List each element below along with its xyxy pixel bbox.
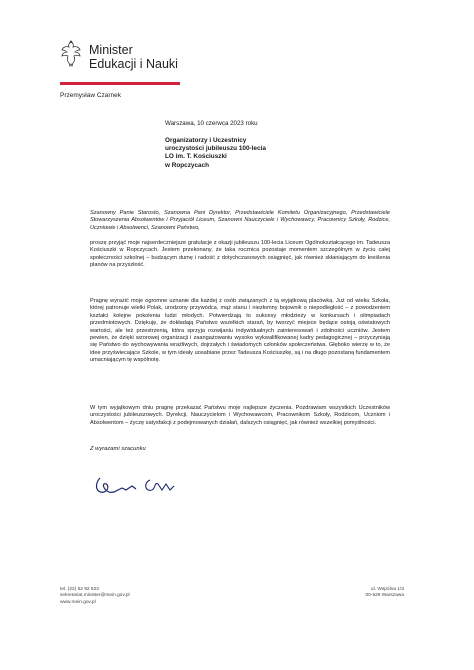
accent-bar	[60, 82, 180, 85]
ministry-line-1: Minister	[89, 43, 133, 57]
letter-date: Warszawa, 10 czerwca 2023 roku	[165, 120, 258, 127]
footer-contact	[60, 587, 130, 606]
addressee-line: LO im. T. Kościuszki	[165, 153, 227, 161]
paragraph-3: W tym wyjątkowym dniu pragnę przekazać Państwu moje najlepsze życzenia. Pozdrawiam wszystkich Uczestników uroczystości jubileuszowych. Dyrekcji, Nauczycielom i Wychowawcom, Pracownikom Szkoły, Rodzicom, Uczniom i Absolwentom – życzę satysfakcji z podejmowanych działań, dalszych osiągnięć, jak również wszelkiej pomyślności.	[90, 405, 390, 426]
footer-city: 00-529 Warszawa	[365, 593, 404, 599]
paragraph-1: proszę przyjąć moje najserdeczniejsze gratulacje z okazji jubileuszu 100-lecia Liceum Ogólnokształcącego im. Tadeusza Kościuszki w Ropczycach. Jestem przekonany, że taka rocznica pozostaje momentem szczególnym w życiu całej społeczności szkolnej – budzącym dumę i radość z dotychczasowych osiągnięć, jak również skłaniającym do kreślenia planów na przyszłość.	[90, 240, 390, 269]
footer-street: ul. Wspólna 1/3	[370, 587, 404, 592]
handwritten-signature	[92, 470, 212, 500]
addressee-block	[165, 137, 266, 170]
addressee-line: uroczystości jubileuszu 100-lecia	[165, 145, 266, 153]
paragraph-2: Pragnę wyrazić moje ogromne uznanie dla każdej z osób związanych z tą wyjątkową placówką. Już od wieku Szkoła, której patronuje wielki Polak, urodzony przywódca, mąż stanu i niezłomny bojownik o niepodległość – z powodzeniem kształci kolejne pokolenia ludzi młodych. Potwierdzają to sukcesy młodzieży w konkursach i olimpiadach przedmiotowych. Dziękuję, że dokładają Państwo wszelkich starań, by tworzyć miejsce będące ostoją oświatowych wartości, ale też przestrzenią, która sprzyja rozwijaniu indywidualnych zainteresowań i zdolności uczniów. Jestem pewien, że dzięki wzorowej organizacji i zaangażowaniu wysoko wykwalifikowanej kadry pedagogicznej – przyczyniają się Państwo do wychowywania wrażliwych, dojrzałych i świadomych członków społeczeństwa. Głęboko wierzę w to, że idee przyświecające Szkole, w tym ideały uosabiane przez Tadeusza Kościuszkę, są i na długo pozostaną fundamentem umacniającym tę wspólnotę.	[90, 298, 390, 364]
footer-address	[366, 587, 404, 600]
ministry-line-2: Edukacji i Nauki	[89, 57, 178, 71]
closing-phrase: Z wyrazami szacunku	[90, 446, 146, 452]
minister-name: Przemysław Czarnek	[60, 92, 122, 99]
salutation: Szanowny Panie Starosto, Szanowna Pani Dyrektor, Przedstawiciele Komitetu Organizacyjnego, Przedstawiciele Stowarzyszenia Absolwentów i Przyjaciół Liceum, Szanowni Nauczyciele i Wychowawcy, Pracownicy Szkoły, Rodzice, Uczniowie i Absolwenci, Szanowni Państwo,	[90, 210, 390, 231]
addressee-line: Organizatorzy i Uczestnicy	[165, 137, 247, 144]
footer-phone: tel. (22) 52 92 623	[60, 587, 99, 592]
footer-email: sekretariat.minister@mein.gov.pl	[60, 593, 130, 599]
polish-eagle-emblem-icon	[60, 40, 82, 68]
addressee-line: w Ropczycach	[165, 161, 210, 169]
footer-website: www.mein.gov.pl	[60, 599, 96, 605]
ministry-name	[89, 43, 178, 71]
